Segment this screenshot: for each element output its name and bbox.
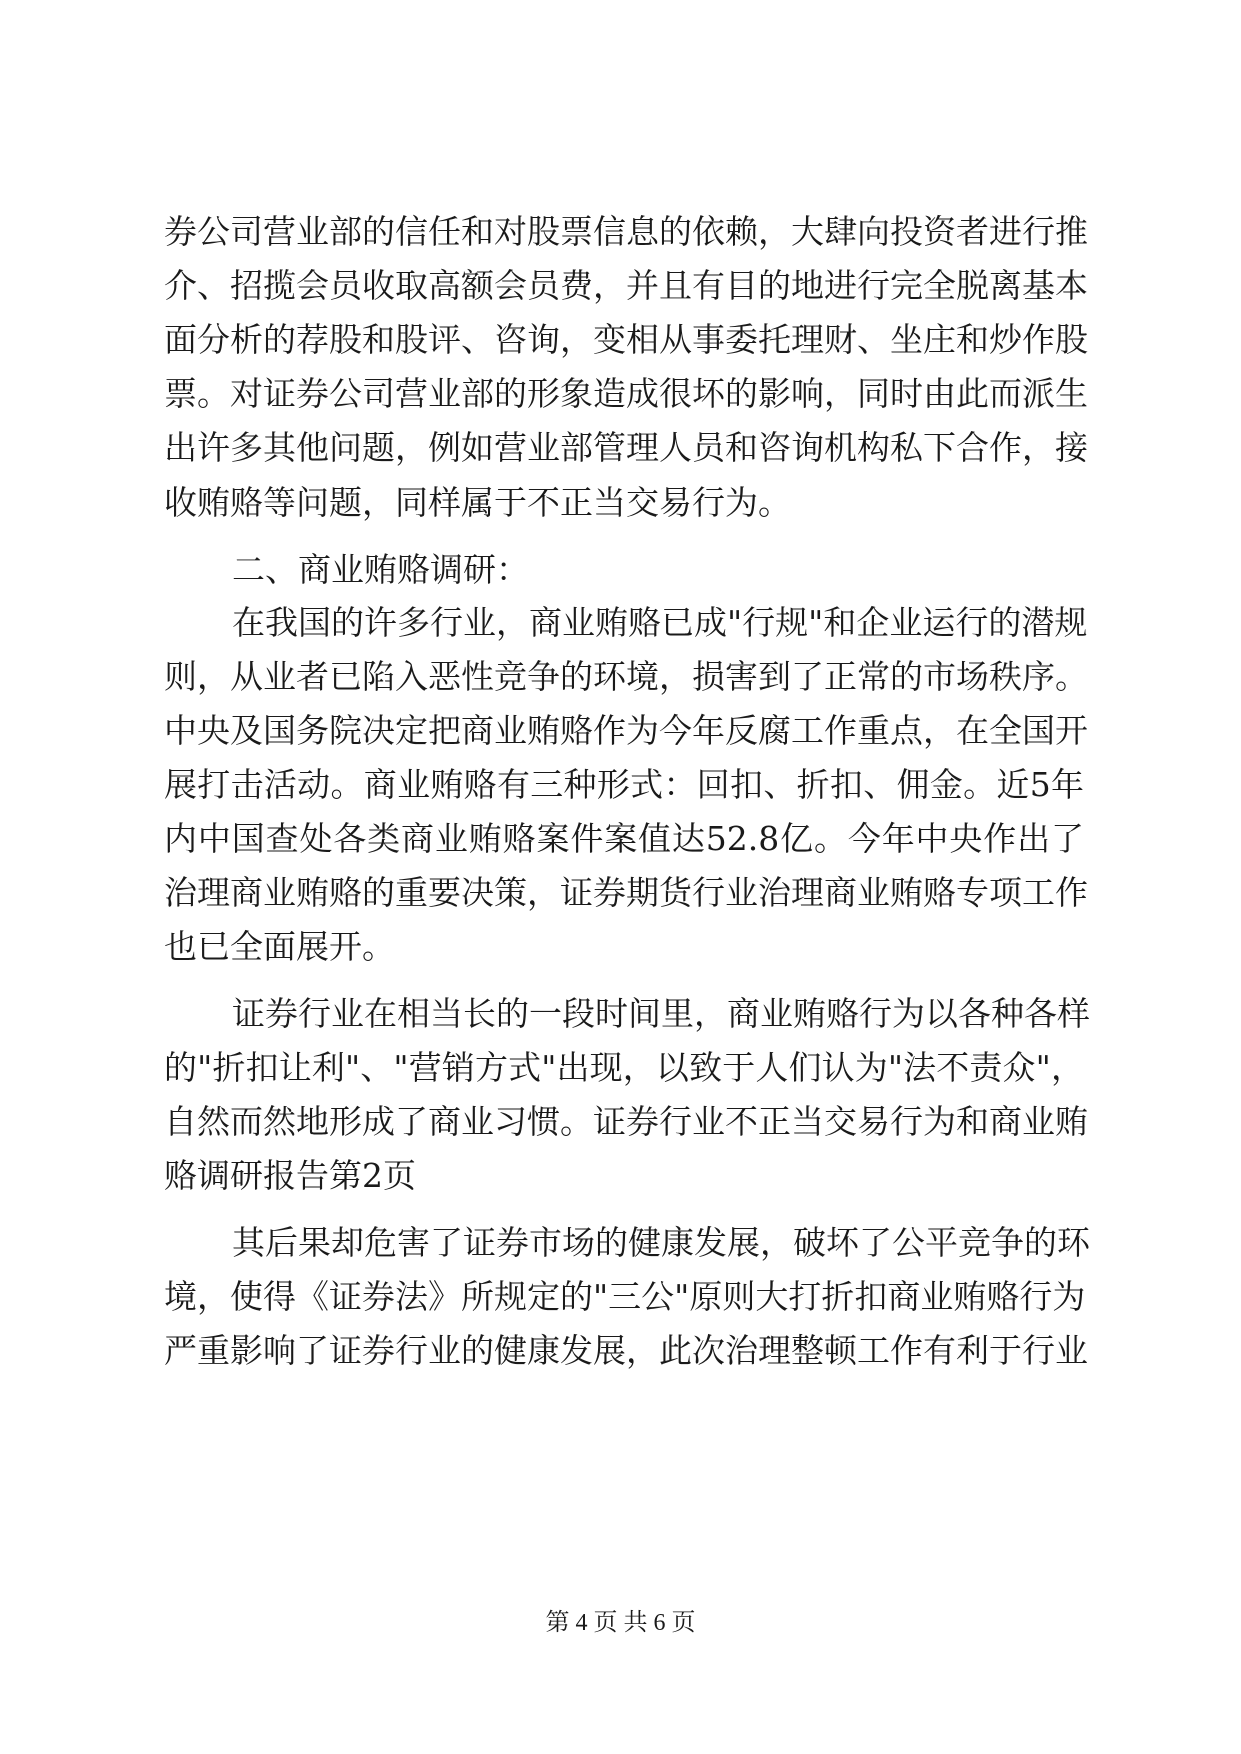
text-line: 中央及国务院决定把商业贿赂作为今年反腐工作重点，在全国开 [164,711,1088,750]
page-number-footer: 第 4 页 共 6 页 [545,1610,696,1636]
text-line: 自然而然地形成了商业习惯。证券行业不正当交易行为和商业贿 [164,1102,1088,1141]
section-heading: 二、商业贿赂调研： [232,550,529,589]
text-line: 其后果却危害了证券市场的健康发展，破坏了公平竞争的环 [232,1223,1090,1262]
text-line: 券公司营业部的信任和对股票信息的依赖，大肆向投资者进行推 [164,212,1088,251]
text-line: 则，从业者已陷入恶性竞争的环境，损害到了正常的市场秩序。 [164,657,1088,696]
text-line: 票。对证券公司营业部的形象造成很坏的影响，同时由此而派生 [164,374,1088,413]
text-line: 介、招揽会员收取高额会员费，并且有目的地进行完全脱离基本 [164,266,1088,305]
text-line: 展打击活动。商业贿赂有三种形式：回扣、折扣、佣金。近5年 [164,765,1084,804]
text-line: 赂调研报告第2页 [164,1156,416,1195]
text-line: 的"折扣让利"、"营销方式"出现，以致于人们认为"法不责众"， [164,1048,1084,1087]
text-line: 证券行业在相当长的一段时间里，商业贿赂行为以各种各样 [232,994,1090,1033]
text-line: 治理商业贿赂的重要决策，证券期货行业治理商业贿赂专项工作 [164,873,1088,912]
text-line: 也已全面展开。 [164,927,395,966]
text-line: 在我国的许多行业，商业贿赂已成"行规"和企业运行的潜规 [232,603,1088,642]
text-line: 出许多其他问题，例如营业部管理人员和咨询机构私下合作，接 [164,428,1088,467]
text-line: 严重影响了证券行业的健康发展，此次治理整顿工作有利于行业 [164,1331,1088,1370]
text-line: 内中国查处各类商业贿赂案件案值达52.8亿。今年中央作出了 [164,819,1084,858]
text-line: 面分析的荐股和股评、咨询，变相从事委托理财、坐庄和炒作股 [164,320,1088,359]
text-line: 境，使得《证券法》所规定的"三公"原则大打折扣商业贿赂行为 [164,1277,1086,1316]
text-line: 收贿赂等问题，同样属于不正当交易行为。 [164,483,791,522]
